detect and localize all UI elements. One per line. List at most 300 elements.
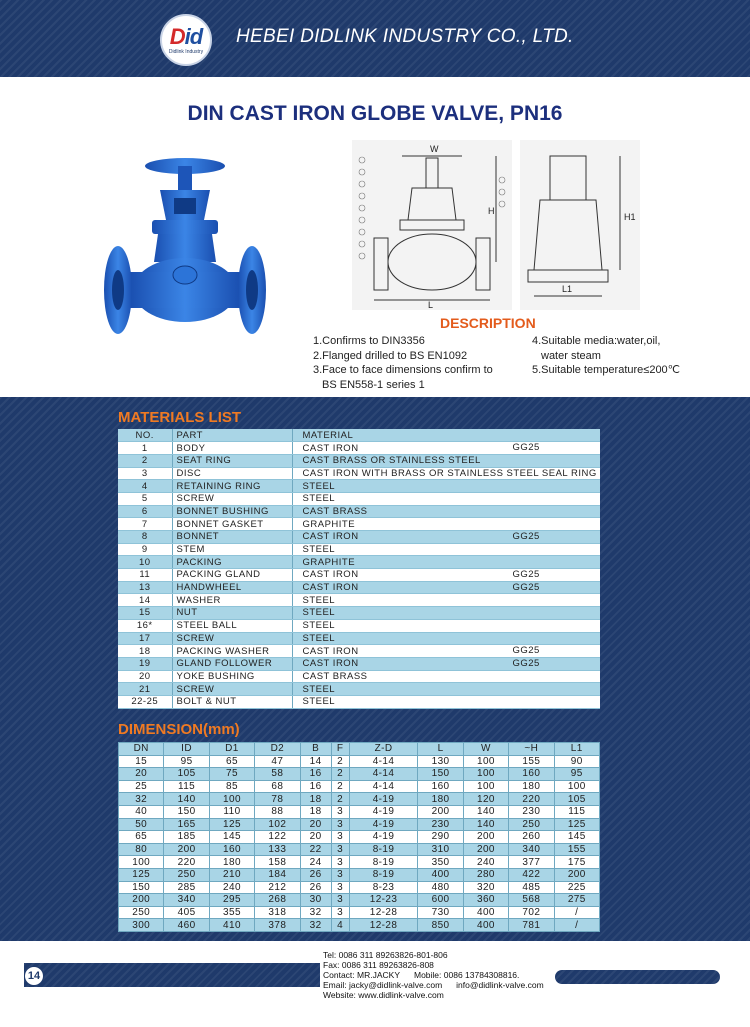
material-name: STEEL xyxy=(302,696,336,708)
material-value xyxy=(292,670,600,683)
dimension-cell: 130 xyxy=(418,755,463,768)
dimension-cell: 100 xyxy=(119,856,164,869)
dimension-cell: 3 xyxy=(331,906,349,919)
table-row xyxy=(118,480,600,493)
dimension-cell: 158 xyxy=(255,856,300,869)
material-name: GRAPHITE xyxy=(302,518,356,530)
material-value xyxy=(292,607,600,620)
dimension-cell: 220 xyxy=(509,793,554,806)
table-row xyxy=(119,843,600,856)
dimension-cell: 8-19 xyxy=(349,868,418,881)
material-no: 5 xyxy=(118,492,172,505)
globe-valve-photo xyxy=(100,150,270,360)
material-part: BONNET xyxy=(172,531,292,544)
material-value xyxy=(292,492,600,505)
dimension-cell: 65 xyxy=(119,831,164,844)
material-no: 1 xyxy=(118,442,172,455)
dimension-cell: 133 xyxy=(255,843,300,856)
table-row xyxy=(118,683,600,696)
dimension-cell: 40 xyxy=(119,805,164,818)
material-name: STEEL xyxy=(302,544,336,556)
material-no: 16* xyxy=(118,619,172,632)
dimension-cell: 3 xyxy=(331,818,349,831)
dimension-cell: 200 xyxy=(463,831,508,844)
material-value xyxy=(292,569,600,582)
dimension-cell: 120 xyxy=(463,793,508,806)
material-name: CAST IRON xyxy=(302,531,359,543)
dimension-cell: 200 xyxy=(463,843,508,856)
material-name: CAST IRON xyxy=(302,645,359,657)
dimension-cell: 155 xyxy=(509,755,554,768)
material-value xyxy=(292,454,600,467)
dimension-cell: 702 xyxy=(509,906,554,919)
material-name: STEEL xyxy=(302,493,336,505)
table-row xyxy=(119,831,600,844)
dimension-cell: 125 xyxy=(209,818,254,831)
material-part: NUT xyxy=(172,607,292,620)
dimension-cell: 100 xyxy=(209,793,254,806)
dimension-cell: 65 xyxy=(209,755,254,768)
material-part: PACKING xyxy=(172,556,292,569)
dimension-cell: 100 xyxy=(554,780,599,793)
dimension-cell: 90 xyxy=(554,755,599,768)
dimension-cell: 78 xyxy=(255,793,300,806)
dimension-cell: 4-14 xyxy=(349,768,418,781)
dimension-cell: 3 xyxy=(331,856,349,869)
material-value xyxy=(292,480,600,493)
material-value xyxy=(292,695,600,708)
table-row xyxy=(118,442,600,455)
dimension-cell: 4-19 xyxy=(349,805,418,818)
description-item: 4.Suitable media:water,oil, xyxy=(532,335,661,347)
dimension-cell: 125 xyxy=(554,818,599,831)
table-row xyxy=(118,454,600,467)
dimension-cell: 15 xyxy=(119,755,164,768)
table-row xyxy=(118,695,600,708)
dimension-cell: 340 xyxy=(164,894,209,907)
description-item: 1.Confirms to DIN3356 xyxy=(313,335,425,347)
material-no: 9 xyxy=(118,543,172,556)
dimension-cell: 140 xyxy=(164,793,209,806)
material-value xyxy=(292,683,600,696)
footer-accent xyxy=(555,970,720,984)
material-part: PACKING GLAND xyxy=(172,569,292,582)
dimension-cell: 3 xyxy=(331,831,349,844)
dimension-cell: 58 xyxy=(255,768,300,781)
dimension-cell: 30 xyxy=(300,894,331,907)
dimension-col-header: W xyxy=(463,743,508,756)
material-value xyxy=(292,531,600,544)
description-item: 3.Face to face dimensions confirm to xyxy=(313,364,493,376)
dimension-cell: 250 xyxy=(164,868,209,881)
dimension-cell: 240 xyxy=(463,856,508,869)
dimension-cell: 268 xyxy=(255,894,300,907)
dimension-cell: 320 xyxy=(463,881,508,894)
material-no: 15 xyxy=(118,607,172,620)
dimension-cell: 105 xyxy=(164,768,209,781)
dimension-cell: 185 xyxy=(164,831,209,844)
table-row xyxy=(119,856,600,869)
material-no: 7 xyxy=(118,518,172,531)
material-name: STEEL xyxy=(302,683,336,695)
dimension-cell: 480 xyxy=(418,881,463,894)
material-part: RETAINING RING xyxy=(172,480,292,493)
dimension-cell: 115 xyxy=(164,780,209,793)
dimension-cell: 295 xyxy=(209,894,254,907)
material-part: BODY xyxy=(172,442,292,455)
dimension-cell: 150 xyxy=(418,768,463,781)
dimension-cell: 26 xyxy=(300,868,331,881)
materials-col-part: PART xyxy=(172,429,292,442)
dimension-cell: 350 xyxy=(418,856,463,869)
contact-email[interactable]: Email: jacky@didlink-valve.com xyxy=(323,980,443,990)
table-row xyxy=(119,768,600,781)
material-part: DISC xyxy=(172,467,292,480)
contact-website[interactable]: Website: www.didlink-valve.com xyxy=(323,990,444,1000)
logo-subtitle: Didlink Industry xyxy=(168,49,204,55)
material-part: STEM xyxy=(172,543,292,556)
material-name: CAST IRON xyxy=(302,569,359,581)
dimension-cell: 568 xyxy=(509,894,554,907)
drawing-label-l: L xyxy=(428,300,434,310)
material-value xyxy=(292,442,600,455)
dimension-cell: 3 xyxy=(331,868,349,881)
dimension-cell: 102 xyxy=(255,818,300,831)
material-name: CAST IRON WITH BRASS OR STAINLESS STEEL SEAL RING xyxy=(302,467,597,479)
materials-col-no: NO. xyxy=(118,429,172,442)
dimension-cell: 25 xyxy=(119,780,164,793)
material-grade: GG25 xyxy=(512,645,540,657)
material-no: 2 xyxy=(118,454,172,467)
description-heading: DESCRIPTION xyxy=(440,315,536,331)
material-no: 3 xyxy=(118,467,172,480)
dimension-cell: 12-23 xyxy=(349,894,418,907)
dimension-cell: 377 xyxy=(509,856,554,869)
table-row xyxy=(119,919,600,932)
drawing-label-w: W xyxy=(430,144,439,154)
material-part: BOLT & NUT xyxy=(172,695,292,708)
dimension-cell: 100 xyxy=(463,755,508,768)
dimension-cell: 85 xyxy=(209,780,254,793)
dimension-cell: 378 xyxy=(255,919,300,932)
material-value xyxy=(292,594,600,607)
material-grade: GG25 xyxy=(512,569,540,581)
dimension-cell: 184 xyxy=(255,868,300,881)
material-name: STEEL xyxy=(302,594,336,606)
table-row xyxy=(118,492,600,505)
material-name: STEEL xyxy=(302,480,336,492)
dimension-cell: / xyxy=(554,906,599,919)
dimension-cell: 180 xyxy=(209,856,254,869)
dimension-cell: 240 xyxy=(209,881,254,894)
dimension-cell: 318 xyxy=(255,906,300,919)
dimension-cell: 230 xyxy=(418,818,463,831)
dimension-cell: 150 xyxy=(119,881,164,894)
contact-block xyxy=(323,950,544,1000)
dimension-col-header: DN xyxy=(119,743,164,756)
dimension-col-header: F xyxy=(331,743,349,756)
material-no: 18 xyxy=(118,645,172,658)
dimension-cell: 8-19 xyxy=(349,843,418,856)
dimension-cell: 200 xyxy=(418,805,463,818)
dimension-cell: 4-14 xyxy=(349,780,418,793)
dimension-cell: 105 xyxy=(554,793,599,806)
material-no: 22-25 xyxy=(118,695,172,708)
dimension-cell: 145 xyxy=(554,831,599,844)
dimension-cell: 24 xyxy=(300,856,331,869)
dimension-header-row xyxy=(119,743,600,756)
dimension-cell: / xyxy=(554,919,599,932)
dimension-cell: 220 xyxy=(164,856,209,869)
table-row xyxy=(118,467,600,480)
dimension-cell: 155 xyxy=(554,843,599,856)
material-part: WASHER xyxy=(172,594,292,607)
dimension-cell: 310 xyxy=(418,843,463,856)
materials-table xyxy=(118,429,600,709)
dimension-cell: 18 xyxy=(300,805,331,818)
dimension-cell: 850 xyxy=(418,919,463,932)
drawing-label-l1: L1 xyxy=(562,284,573,294)
dimension-col-header: B xyxy=(300,743,331,756)
material-value xyxy=(292,518,600,531)
dimension-cell: 47 xyxy=(255,755,300,768)
dimension-cell: 360 xyxy=(463,894,508,907)
table-row xyxy=(119,818,600,831)
table-row xyxy=(118,556,600,569)
dimension-cell: 600 xyxy=(418,894,463,907)
table-row xyxy=(118,505,600,518)
dimension-col-header: L xyxy=(418,743,463,756)
dimension-cell: 125 xyxy=(119,868,164,881)
description-right xyxy=(532,334,712,378)
table-row xyxy=(119,755,600,768)
dimension-cell: 160 xyxy=(418,780,463,793)
dimension-cell: 88 xyxy=(255,805,300,818)
dimension-cell: 225 xyxy=(554,881,599,894)
drawing-label-h: H xyxy=(488,206,495,216)
description-item: water steam xyxy=(541,349,601,362)
dimension-cell: 160 xyxy=(509,768,554,781)
material-part: SCREW xyxy=(172,632,292,645)
dimension-cell: 175 xyxy=(554,856,599,869)
dimension-cell: 2 xyxy=(331,780,349,793)
material-name: CAST IRON xyxy=(302,442,359,454)
table-row xyxy=(118,670,600,683)
dimension-cell: 200 xyxy=(164,843,209,856)
contact-tel: Tel: 0086 311 89263826-801-806 xyxy=(323,950,448,960)
material-name: CAST BRASS OR STAINLESS STEEL xyxy=(302,455,481,467)
page-title: DIN CAST IRON GLOBE VALVE, PN16 xyxy=(187,102,563,125)
material-no: 14 xyxy=(118,594,172,607)
footer-bar xyxy=(24,963,320,987)
dimension-cell: 8-19 xyxy=(349,856,418,869)
material-value xyxy=(292,543,600,556)
dimension-cell: 20 xyxy=(300,818,331,831)
dimension-cell: 275 xyxy=(554,894,599,907)
material-part: HANDWHEEL xyxy=(172,581,292,594)
dimension-table xyxy=(118,742,600,932)
dimension-cell: 110 xyxy=(209,805,254,818)
page-header xyxy=(0,0,750,77)
dimension-cell: 100 xyxy=(463,780,508,793)
dimension-cell: 400 xyxy=(418,868,463,881)
dimension-cell: 8-23 xyxy=(349,881,418,894)
description-item: 5.Suitable temperature≤200℃ xyxy=(532,364,681,376)
material-part: STEEL BALL xyxy=(172,619,292,632)
table-row xyxy=(118,645,600,658)
material-value xyxy=(292,632,600,645)
dimension-cell: 260 xyxy=(509,831,554,844)
table-row xyxy=(118,619,600,632)
contact-fax: Fax: 0086 311 89263826-808 xyxy=(323,960,434,970)
dimension-cell: 340 xyxy=(509,843,554,856)
table-row xyxy=(119,906,600,919)
material-grade: GG25 xyxy=(512,581,540,593)
dimension-cell: 12-28 xyxy=(349,919,418,932)
logo-mark-id: id xyxy=(184,24,203,49)
dimension-cell: 485 xyxy=(509,881,554,894)
dimension-cell: 3 xyxy=(331,894,349,907)
valve-side-drawing xyxy=(520,140,640,310)
dimension-cell: 460 xyxy=(164,919,209,932)
material-value xyxy=(292,657,600,670)
material-grade: GG25 xyxy=(512,442,540,454)
material-no: 6 xyxy=(118,505,172,518)
dimension-cell: 2 xyxy=(331,755,349,768)
page-number: 14 xyxy=(24,966,44,986)
dimension-cell: 95 xyxy=(164,755,209,768)
dimension-cell: 22 xyxy=(300,843,331,856)
material-name: GRAPHITE xyxy=(302,556,356,568)
dimension-col-header: L1 xyxy=(554,743,599,756)
material-part: SEAT RING xyxy=(172,454,292,467)
dimension-cell: 160 xyxy=(209,843,254,856)
dimension-cell: 200 xyxy=(119,894,164,907)
dimension-cell: 18 xyxy=(300,793,331,806)
material-value xyxy=(292,619,600,632)
dimension-col-header: D1 xyxy=(209,743,254,756)
materials-col-material: MATERIAL xyxy=(292,429,600,442)
dimension-cell: 50 xyxy=(119,818,164,831)
dimension-cell: 68 xyxy=(255,780,300,793)
dimension-col-header: ~H xyxy=(509,743,554,756)
dimension-cell: 145 xyxy=(209,831,254,844)
material-no: 20 xyxy=(118,670,172,683)
table-row xyxy=(119,868,600,881)
dimension-heading: DIMENSION(mm) xyxy=(118,721,240,738)
dimension-cell: 12-28 xyxy=(349,906,418,919)
table-row xyxy=(118,594,600,607)
dimension-cell: 14 xyxy=(300,755,331,768)
description-left xyxy=(313,334,528,392)
material-no: 13 xyxy=(118,581,172,594)
material-no: 19 xyxy=(118,657,172,670)
dimension-cell: 422 xyxy=(509,868,554,881)
contact-mobile: Mobile: 0086 13784308816. xyxy=(414,970,520,980)
material-value xyxy=(292,556,600,569)
dimension-cell: 180 xyxy=(509,780,554,793)
dimension-cell: 410 xyxy=(209,919,254,932)
dimension-cell: 75 xyxy=(209,768,254,781)
dimension-cell: 32 xyxy=(119,793,164,806)
dimension-cell: 3 xyxy=(331,843,349,856)
material-name: CAST IRON xyxy=(302,658,359,670)
dimension-cell: 165 xyxy=(164,818,209,831)
dimension-cell: 32 xyxy=(300,919,331,932)
dimension-cell: 3 xyxy=(331,805,349,818)
contact-email-info[interactable]: info@didlink-valve.com xyxy=(456,980,544,990)
materials-header-row xyxy=(118,429,600,442)
dimension-cell: 280 xyxy=(463,868,508,881)
dimension-col-header: Z-D xyxy=(349,743,418,756)
dimension-cell: 4-14 xyxy=(349,755,418,768)
dimension-cell: 16 xyxy=(300,768,331,781)
table-row xyxy=(119,780,600,793)
dimension-cell: 200 xyxy=(554,868,599,881)
table-row xyxy=(119,881,600,894)
material-no: 8 xyxy=(118,531,172,544)
dimension-cell: 730 xyxy=(418,906,463,919)
dimension-cell: 210 xyxy=(209,868,254,881)
dimension-cell: 2 xyxy=(331,768,349,781)
table-row xyxy=(118,632,600,645)
material-no: 17 xyxy=(118,632,172,645)
dimension-cell: 250 xyxy=(119,906,164,919)
table-row xyxy=(118,569,600,582)
dimension-cell: 4-19 xyxy=(349,793,418,806)
table-row xyxy=(119,894,600,907)
company-name: HEBEI DIDLINK INDUSTRY CO., LTD. xyxy=(236,26,574,47)
dimension-cell: 4-19 xyxy=(349,818,418,831)
table-row xyxy=(119,793,600,806)
dimension-col-header: ID xyxy=(164,743,209,756)
material-name: STEEL xyxy=(302,607,336,619)
dimension-cell: 32 xyxy=(300,906,331,919)
materials-heading: MATERIALS LIST xyxy=(118,409,242,426)
dimension-cell: 405 xyxy=(164,906,209,919)
dimension-cell: 285 xyxy=(164,881,209,894)
dimension-cell: 20 xyxy=(300,831,331,844)
material-name: STEEL xyxy=(302,632,336,644)
dimension-cell: 180 xyxy=(418,793,463,806)
dimension-cell: 230 xyxy=(509,805,554,818)
dimension-cell: 115 xyxy=(554,805,599,818)
material-part: BONNET BUSHING xyxy=(172,505,292,518)
dimension-cell: 140 xyxy=(463,805,508,818)
material-value xyxy=(292,581,600,594)
dimension-cell: 4-19 xyxy=(349,831,418,844)
material-grade: GG25 xyxy=(512,657,540,669)
material-no: 10 xyxy=(118,556,172,569)
material-grade: GG25 xyxy=(512,531,540,542)
material-part: YOKE BUSHING xyxy=(172,670,292,683)
material-no: 11 xyxy=(118,569,172,582)
table-row xyxy=(118,543,600,556)
material-part: BONNET GASKET xyxy=(172,518,292,531)
dimension-cell: 95 xyxy=(554,768,599,781)
material-part: PACKING WASHER xyxy=(172,645,292,658)
dimension-cell: 250 xyxy=(509,818,554,831)
material-name: STEEL xyxy=(302,620,336,632)
material-name: CAST IRON xyxy=(302,582,359,594)
dimension-cell: 4 xyxy=(331,919,349,932)
dimension-cell: 20 xyxy=(119,768,164,781)
material-value xyxy=(292,505,600,518)
company-logo xyxy=(160,14,212,66)
material-value xyxy=(292,467,600,480)
description-item: 2.Flanged drilled to BS EN1092 xyxy=(313,349,468,362)
dimension-cell: 3 xyxy=(331,881,349,894)
